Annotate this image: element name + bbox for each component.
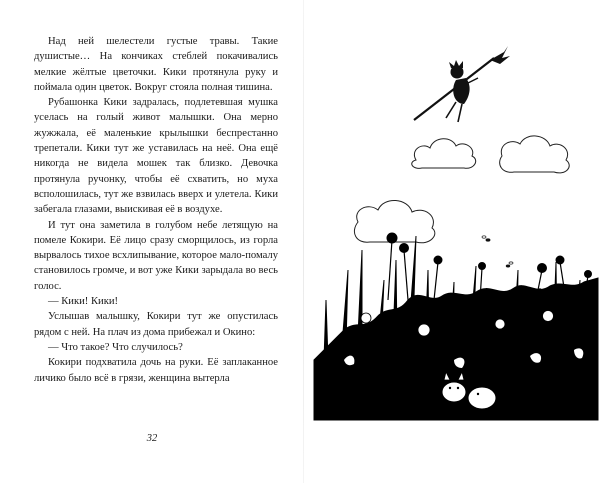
- paragraph: Рубашонка Кики задралась, подлетевшая мушка уселась на голый живот малышки. Она мерно жужжала, её маленькие крылышки беспрестанно трепетали. Кики тут же уставилась на неё. Она ещё никогда не видела мошек так близко. Девочка протянула ручонку, чтобы её схватить, но муха всполошилась, тут же взвилась вверх и улетела. Кики забегала глазами, выискивая её в воздухе.: [34, 97, 278, 216]
- paragraph: Услышав малышку, Кокири тут же опустилась рядом с ней. На плач из дома прибежал и Окино:: [34, 311, 278, 338]
- cloud: [500, 136, 570, 173]
- paragraph: Над ней шелестели густые травы. Такие душистые… На кончиках стеблей покачивались мелкие жёлтые цветочки. Кики протянула руку и поймала один цветок. Вокруг стояла полная тишина.: [34, 36, 278, 93]
- dialogue-line: — Кики! Кики!: [48, 296, 119, 308]
- paragraph: Кокири подхватила дочь на руки. Её заплаканное личико было всё в грязи, женщина вытерла: [34, 357, 278, 384]
- paragraph: И тут она заметила в голубом небе летящую на помеле Кокири. Её лицо сразу сморщилось, из горла вырвалось тихое всхлипывание, которое мало-помалу становилось громче, и вот уже Кики зарыдала во весь голос.: [34, 219, 278, 292]
- page-number: 32: [146, 433, 158, 444]
- fly: [482, 236, 513, 268]
- witch-on-broom-figure: [414, 46, 510, 122]
- body-text: [34, 34, 278, 386]
- cloud: [412, 139, 476, 169]
- right-page: [304, 0, 608, 483]
- witch-meadow-illustration: [304, 0, 608, 483]
- dialogue-line: — Что такое? Что случилось?: [48, 341, 183, 353]
